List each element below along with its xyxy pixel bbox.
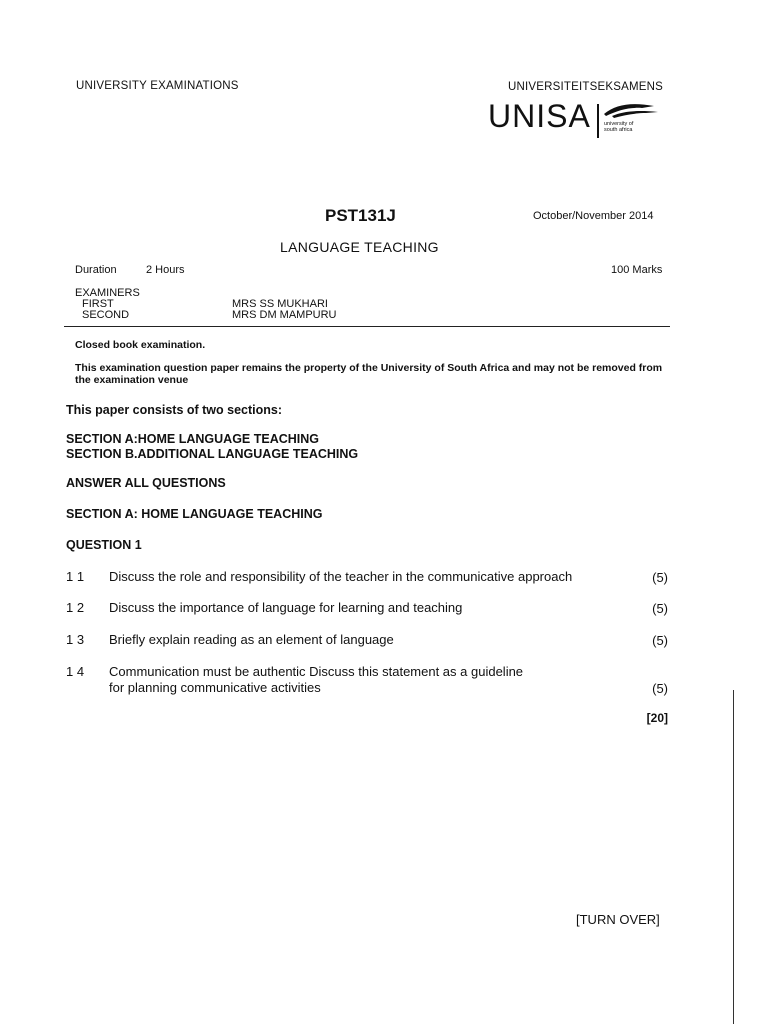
turn-over-text: [TURN OVER] xyxy=(576,912,660,927)
question-mark: (5) xyxy=(652,570,668,585)
header-right-text: UNIVERSITEITSEKSAMENS xyxy=(508,81,664,93)
answer-all-text: ANSWER ALL QUESTIONS xyxy=(66,476,226,490)
logo-tagline: university of south africa xyxy=(604,121,634,133)
question-mark: (5) xyxy=(652,633,668,648)
closed-book-note: Closed book examination. xyxy=(75,339,206,351)
total-marks: 100 Marks xyxy=(611,264,663,276)
question-text: Briefly explain reading as an element of language xyxy=(109,632,394,647)
exam-title: LANGUAGE TEACHING xyxy=(280,239,439,255)
section-a-line: SECTION A:HOME LANGUAGE TEACHING xyxy=(66,432,320,446)
logo-divider xyxy=(597,104,599,138)
page-edge-line xyxy=(733,690,734,1024)
question-text: Communication must be authentic Discuss this statement as a guideline xyxy=(109,664,524,679)
question-number: 1 1 xyxy=(66,569,85,584)
examiner-second-label: SECOND xyxy=(82,309,130,321)
duration-label: Duration xyxy=(75,264,117,276)
logo-wing-icon xyxy=(602,100,660,120)
section-a-heading: SECTION A: HOME LANGUAGE TEACHING xyxy=(66,507,323,521)
header-rule xyxy=(64,326,670,327)
exam-code: PST131J xyxy=(325,206,396,225)
question-number: 1 2 xyxy=(66,600,85,615)
unisa-logo xyxy=(488,98,591,135)
examiner-first-name: MRS SS MUKHARI xyxy=(232,298,328,310)
duration-value: 2 Hours xyxy=(146,264,185,276)
header-left-text: UNIVERSITY EXAMINATIONS xyxy=(76,80,239,92)
logo-wordmark: UNISA xyxy=(488,98,591,134)
question-text-continued: for planning communicative activities xyxy=(109,680,321,695)
examiners-heading: EXAMINERS xyxy=(75,287,140,299)
paper-consists-text: This paper consists of two sections: xyxy=(66,403,283,417)
question-text: Discuss the importance of language for learning and teaching xyxy=(109,600,463,615)
section-b-line: SECTION B.ADDITIONAL LANGUAGE TEACHING xyxy=(66,447,359,461)
examiner-first-label: FIRST xyxy=(82,298,114,310)
property-note: This examination question paper remains the property of the University of South Africa and may not be removed from the examination venue xyxy=(75,362,663,386)
question-number: 1 4 xyxy=(66,664,85,679)
question-total: [20] xyxy=(646,711,668,725)
question-mark: (5) xyxy=(652,601,668,616)
examiner-second-name: MRS DM MAMPURU xyxy=(232,309,337,321)
question-mark: (5) xyxy=(652,681,668,696)
question-text: Discuss the role and responsibility of the teacher in the communicative approach xyxy=(109,569,573,584)
exam-date: October/November 2014 xyxy=(533,210,654,222)
question-number: 1 3 xyxy=(66,632,85,647)
question-heading: QUESTION 1 xyxy=(66,538,142,552)
